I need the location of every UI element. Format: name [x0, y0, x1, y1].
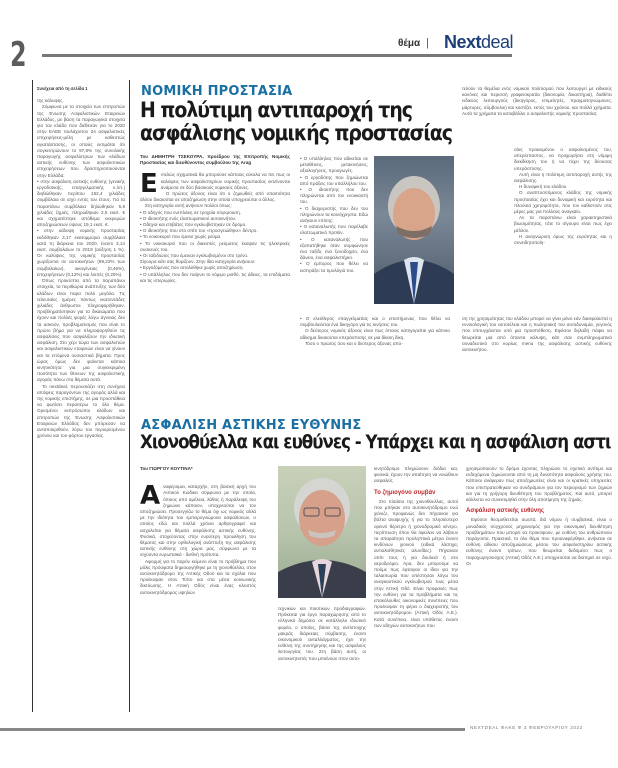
list-item: • Οδηγοί και επιβάτες που εγκλωβίστηκαν σε δρόμο. [140, 222, 247, 228]
article1-column1 [140, 154, 290, 394]
list-item: • Ο ιδιοκτήτης που δεν πληρώνεται από τον ενοικιαστή του. [300, 187, 368, 205]
paragraph: • στην ασφάλιση αστικής ευθύνης (γενικής εργοδοτικής, επαγγελματικής κ.λπ.) διηθώθηκαν περίπου 152,4 χιλιάδες συμβόλαια σε ισχύ εντός του έτους. Για τα παραπάνω συμβόλαια δηλώθηκαν 5,8 χιλιάδες ζημιές, πληρώθηκαν 2,5 εκατ. € και σχηματίστηκε απόθεμα εκκρεμών αποζημιώσεων ύψους 19,1 εκατ. €. [37, 178, 125, 228]
paragraph: κινητόδρομο πληρώνουν διόδια και, φυσικά, έχουν την απαίτηση να νοιώθουν ασφαλείς. [374, 466, 458, 484]
paragraph: τελούν τα θεμέλια ενός νομικού πολιτισμού που λειτουργεί με ειδικούς κανόνες και περισσή γραφειοκρατία (δικονομία, δικαστήρια), διαθέτει ειδικούς λειτουργούς (δικηγόρος, επιμελητές, πραγματογνώμονες, μάρτυρες, σύμβουλοι) και κοστίζει, εκτός του χρόνου, και πολλά χρήματα. Αυτά τα χρήματα τα καταβάλλει ο ασφαλιστής νομικής προστασίας [462, 86, 612, 116]
footer-rule [0, 728, 465, 731]
list-item: • Ο ιδιοκτήτης που στο σπίτι του «προσγειώθηκε» δέντρο. [140, 228, 258, 234]
paragraph: ντελώς σχηματικά θα μπορούσε κάποιος εύκολα να πει πως οι καλύψεις των ασφαλιστηρίων νομικής προστασίας εκτείνονται ανάμεσα σε δύο βασικούς νομικούς άξονες. [160, 172, 290, 190]
article1-byline: Του ΔΗΜΗΤΡΗ ΤΣΕΚΟΥΡΑ, προέδρου της Επιτροπής Νομικής Προστασίας και διευθύνοντος συμβούλου της Arag [140, 154, 290, 166]
paragraph: Στο πλαίσιο της χιονοθύελλας, αυτοί που μπήκαν στο αυτοκινητόδρομο ενώ χιόνιζε, προφανώς δεν πήγαιναν για βόλτα αναψυχής ή για το πλησιέστερο ορεινό θέρετρο ή χιονοδρομικό κέντρο, περίπτωση όπου θα όφειλαν να λάβουν τα απαραίτητα προληπτικά μέτρα έναντι κινδύνων χιονιού (ειδικά λάστιχα, αντιολισθητικές αλυσίδες). Πήγαιναν οπίτι τους ή για δουλειά ή στο αεροδρόμιο. Άρα, δεν μπορούμε να πούμε πως έφταιγαν οι ίδιοι για την ταλαιπωρία που υπέστησαν λόγω του αναγκαστικού εγκλωβισμού τους μέσα στην Αττική Οδό. Είναι προφανές πως την ευθύνη για τα προβλήματα και τις επακόλουθες οικονομικές συνέπειες που προέκυψαν τη φέρει ο διαχειριστής του αυτοκινητόδρομου (Αττική Οδός Α.Ε.). Κατά συνέπεια, είναι υπόθετος έναντι των οδηγών αυτοκινήτων που [374, 498, 458, 628]
footer-issue-info: NEXTDEAL ΦΑΚΕ Φ 3 ΦΕΒΡΟΥΑΡΙΟΥ 2022 [470, 725, 583, 730]
paragraph: Το nextdeal, περουσιάζει στη συνέχεια απόψεις παραγόντων της αγοράς αλλά και της νομικής επιστήμης, σε μια προσπάθεια να φωτίσει περαιτέρω το όλο θέμα. Ορισμένοι εκπρόσωποι κλάδων και επιτροπών της Ένωσης Ασφαλιστικών Εταιρειών Ελλάδος δεν μπόρεσαν να ανταποκριθούν, λόγω του περιορισμένου χρόνου και του φόρτου εργασίας. [37, 383, 125, 439]
paragraph: Η αναγνώριση όμως της ευρύτητας και η συνειδητοποίη- [514, 233, 612, 246]
list-item: • Ο υπάλληλος που δεν παίρνει το νόμιμο μισθό, τις άδειες, τα επιδόματα και τις υπερωρίες. [140, 271, 290, 283]
list-item: • Ο εργοδότης που ζημιώνεται από πράξεις του υπαλλήλου του. [300, 174, 368, 186]
paragraph: Όπως προκύπτει από τα παραπάνω στοιχεία, τα περιθώρια ανάπτυξης των δύο κλάδων είναι παρα πολύ μεγάλα. Τις τελευταίες ημέρες πάντως εκατοντάδες χιλιάδες άνθρωποι πληροφορήθηκαν, προβληματίστηκαν για τα δικαιώματα που έχουν και πολλές φορές λόγω άγνοιας δεν τα ασκούν, προβληματισμός που είναι το πρώτο βήμα για να πληροφορηθούν τις ασφαλίσεις που ασφαλίζουν την ιδιωτική ασφάλιση. Στο χέρι τώρα των ασφαλιστών και ασφαλιστικών εταιρειών είναι να γίνουν και τα επόμενα ουσιαστικά βήματα. Προς ώρας όμως δεν φαίνεται κάποια κινητικότητα για μια συγκεκριμένη ποσότητα των θέσεων της ασφαλιστικής αγοράς πάνω στα θέματα αυτά. [37, 278, 125, 383]
subheading: Η δυναμική του κλάδου [519, 184, 567, 190]
paragraph: της κάλυψης. [37, 98, 64, 104]
paragraph: χρησιμοποιούν το δρόμο έχοντας πληρώσει το σχετικό αντίτιμο και ενδεχόμενα ζημιώνονται από τη μη δυνατότητα ασφαλούς χρήσης του. Κάποιοι ανέφεραν πως αποζημιωτέες είναι και οι κρατικές υπηρεσίες που επιστρατεύθηκαν να συνδράμουν για τον περιορισμό των ζημιών και για τη γρήγορη διευθέτηση του προβλήματος. Και αυτό, μπορεί κάλλιστα να συνεκτιμηθεί στην όλη αποτίμηση της ζημιάς. [466, 466, 612, 503]
brand-bold: Next [444, 32, 482, 52]
list-item: • Οι ταξιδιώτες που έμειναν εγκλωβισμένοι στο τρένο. [140, 253, 249, 259]
article1-headline-line2: ασφάλισης νομικής προστασίας [140, 121, 452, 145]
paragraph: Ο δεύτερος νομικός άξονας είναι πως όποιος κατηγορείται για κάποιο αδίκημα δικαιούται υπεράσπισης σε μια δίκαιη δίκη. [300, 328, 450, 340]
article2-column4 [466, 466, 612, 716]
paragraph: τεχνικών και ποιοτικών προδιαγραφών. Πρόκειται για έργο παραχώρησης από το ελληνικό δημόσιο σε κατάλληλο ιδιωτικό φορέα, ο οποίος, βάσει της αντίστοιχης μακράς διάρκειας σύμβασης, έναντι οικονομικού ανταλλάγματος, έχει την ευθύνη της συντήρησης και της ασφαλούς λειτουργίας του. Στη βάση αυτή, οι αυτοκινητιστές που μπαίνουν στον αυτο- [278, 606, 366, 661]
left-divider [129, 80, 130, 712]
list-item: • Ο έμπορος που θέλει να εισπράξει τα τιμολόγιά του. [300, 261, 368, 273]
paragraph: Σύμφωνα με τα στοιχεία των επιτροπών της Ένωσης Ασφαλιστικών Εταιρειών Ελλάδος, με βάση τα παραγωγικά στοιχεία για τον κλάδο που διέθεσαν για το 2020 στην ΕΑΕΕ τουλάχιστον 24 ασφαλιστικές επιχειρήσεις-μέλη με καθεστώς εγκατάστασης, οι οποίες εκτιμάται ότι συγκεντρώνουν το 97,8% της συνολικής παραγωγής ασφαλίστρων των κλάδων αστικής ευθύνης των ασφαλιστικών επιχειρήσεων που δραστηριοποιούνται στην Ελλάδα: [37, 104, 125, 178]
paragraph: • στην κάλυψη νομικής προστασίας εκδόθηκαν 3,17 εκατομμύρια συμβόλαια κατά τη διάρκεια του 2020, έναντι 3,14 εκατ. συμβολαίων το 2019 (αύξηση 1 %). Οι καλύψεις της νομικής προστασίας χωρίζονται σε αυτοκινήτων (99,22% των συμβολαίων), οικογένειας (0,46%), επιχειρήσεων (0,12%) και λοιπές (0,20%). [37, 228, 125, 277]
section-separator: | [426, 37, 429, 49]
paragraph: Στη κατηγορία αυτή ανήκουν πολλοί όπως: [145, 203, 232, 209]
list-item: • Ο καταναλωτής που παρέλαβε ελαττωματικό προϊόν. [300, 224, 368, 236]
article2-column1 [140, 466, 256, 716]
paragraph: Αφορμή για το παρόν κείμενο είναι το πρόβλημα που μόλις πρόσφατα δημιουργήθηκε με τη χιονοθύελλα, στον αυτοκινητόδρομο της Αττικής Οδού και τα σχόλια που προέκυψαν στον Τύπο και στα μέσα κοινωνικής δικτύωσης. Η Αττική Οδός είναι ένας κλειστός αυτοκινητόδρομος υψηλών [140, 558, 256, 595]
article2-byline: Του ΓΙΩΡΓΟΥ ΚΟΥΤΙΝΑ* [140, 466, 193, 471]
continuation-label: Συνέχεια από τη σελίδα 1 [37, 86, 88, 91]
paragraph: Αυτή είναι η πολύτιμη αντιπαροχή αυτής της ασφάλισης. [514, 171, 612, 184]
author-photo-koutinas [278, 466, 366, 598]
article2-kicker: ΑΣΦΑΛΙΣΗ ΑΣΤΙΚΗΣ ΕΥΘΥΝΗΣ [141, 418, 362, 433]
brand-logo [444, 32, 513, 53]
paragraph: Αν τα παραπάνω είναι χαρακτηριστικά βιωσιμότητας, τότε το σίγουρο είναι πως έχει μέλλον. [514, 215, 612, 233]
list-item: • Εργαζόμενος που απολύθηκε χωρίς αποζημίωση. [140, 265, 244, 271]
paragraph: ση της χρησιμότητας του κλάδου μπορεί να γίνει μόνο εάν διασφαλιστεί η εννοιολογική του αυτοτέλεια και η πωλησιακή του αυτοδυναμία, γεγονός που επιτυγχάνεται υπό μια προϋπόθεση. Εφόσον δηλαδή πάψει να θεωρείται μια από όπαντα κάλυψη, κάτι σαν συμπληρωματικό συναδευτικό στο κυρίως menu της ασφάλισης αστικής ευθύνης αυτοκινήτου. [462, 316, 612, 353]
left-column-rule [32, 80, 33, 712]
list-item: • Ο διαχειριστής που δεν του πληρώνουν τα κοινόχρηστα. Εδώ ανήκουν επίσης: [300, 205, 368, 224]
article1-headline-line1: Η πολύτιμη αντιπαροχή της [140, 98, 413, 122]
article2-headline: Χιονοθύελλα και ευθύνες - Υπάρχει και η ασφάλιση αστι [140, 432, 611, 453]
list-item: • Το νοικοκυριό που οι διακοπές ρεύματος έκαψαν τις ηλεκτρικές συσκευές του. [140, 240, 290, 252]
page-number: 2 [10, 35, 26, 75]
article1-column2 [300, 156, 368, 314]
article2-subhead-civil-liability: Ασφάλιση αστικής ευθύνης [466, 508, 544, 515]
portrait-icon [374, 156, 454, 304]
article1-column3-side [514, 147, 612, 317]
article2-column3 [374, 466, 458, 716]
paragraph: σίας προκειμένου ο ασφαλισμένος του, απερίσπαστος, να προχωρήσει στη νόμιμη διεκδίκηση του ή να τύχει της δέουσας υπεράσπισης. [514, 147, 612, 171]
article2-subhead-damage-event: Το ζημιογόνο συμβάν [374, 489, 436, 496]
left-column [37, 86, 125, 716]
article1-column3-top [462, 86, 612, 146]
article2-dropcap: Α [140, 481, 161, 512]
section-label: θέμα [398, 38, 421, 49]
article1-column3-bottom [462, 316, 612, 386]
list-item: • Ο ιδιοκτήτης ενός ελαττωματικού αυτοκινήτου. [140, 215, 237, 221]
paragraph: Τόσο ο πρώτος όσο και ο δεύτερος άξονας απο- [305, 340, 403, 346]
article2-column2 [278, 606, 366, 716]
portrait-icon [278, 466, 366, 598]
brand-light: deal [481, 32, 514, 52]
article1-column2-bottom [300, 316, 450, 396]
header-rule [42, 54, 512, 57]
list-item: • Ο υπάλληλος που αδικείται σε μεταθέσεις, μετακινήσεις, αξιολογήσεις, προαγωγές. [300, 156, 368, 174]
list-item: • Το νοικοκυριό που έμεινε χωρίς ρεύμα. [140, 234, 222, 240]
paragraph: Ο αναπτυσσόμενος κλάδος της νομικής προστασίας έχει και δυναμική και ευρύτητα και πλούσια χρησιμότητα, που τον καθιστούν στις μέρες μας για πολλούς αναγκαίο. [514, 190, 612, 215]
list-item: • Ο ελεύθερος επαγγελματίας και ο επιστήμονας που θέλει να συμβουλεύεται ένα δικηγόρο για τις κινήσεις του. [300, 316, 450, 328]
paragraph: ναφέρομαι, καταρχήν, στη βασική αρχή του Αστικού Κώδικα σύμφωνα με την οποία, όποιος από αμέλεια, λάθος ή παράλειψη του ζημιώνει κάποιον, υποχρεούται να τον αποζημιώσει. Προσεγγίζω το θέμα όχι ως νομικός αλλά με την ιδιότητα του εμπειρογνώμονα ασφαλίσεων, ο οποίος εδώ και πολλά χρόνια αρθρογραφεί και ασχολείται για θέματα ασφάλισης αστικής ευθύνης. Φυσικά, στοχεύοντας στην ευρύτερη προώθηση του θέματος και στην ορθολογική ανάπτυξη της ασφάλισης αστικής ευθύνης στη χώρα μας, σύμφωνα με τα ισχύοντα ευρωπαϊκά - διεθνή πρότυπα. [140, 484, 256, 558]
paragraph: Ο πρώτος άξονας είναι ότι ο ζημιωθείς από υπαιτιότητα άλλου δικαιούται σε αποζημίωση στην οποία υποχρεούται ο άλλος. [140, 191, 290, 203]
list-item: • Ο καταναλωτής που εξαπατήθηκε όταν συμφώνησε ένα ταξίδι, ένα ξενοδοχείο, ένα δάνειο, ένα ασφαλιστήριο. [300, 236, 368, 261]
article1-kicker: ΝΟΜΙΚΗ ΠΡΟΣΤΑΣΙΑ [141, 84, 293, 99]
list-item: • Ο οδηγός που ενεπλάκη σε τροχαία σύγκρουση. [140, 209, 241, 215]
paragraph: Εφόσον θεσμοθετείται σωστά, διά νόμου ή συμβατικά, είναι ο μοναδικός σύγχρονος μηχανισμός για την οικονομική διευθέτηση προβλημάτων που μπορεί να προκύψουν, με ευθύνη του ανθρώπινου παράγοντα. Πρακτικά, το όλο θέμα που προαναφέρθηκε, ανήκεται σε ευθύνη αδίκου αποζημιώσεως μέσου του ασφαλιστηρίου αστικής ευθύνης έναντι τρίτων, που θεωρείται δεδομένο πως ο παραχωρησιούχος (Αττική Οδός Α.Ε.) υποχρεούται να διατηρεί σε ισχύ. Οι [466, 517, 612, 566]
article1-dropcap: Ε [140, 169, 158, 200]
author-photo-tsekouras [374, 156, 454, 304]
paragraph: Σίγουρα κάτι σας θυμίζουν. Στην ίδια κατηγορία ανήκουν: [140, 259, 256, 265]
